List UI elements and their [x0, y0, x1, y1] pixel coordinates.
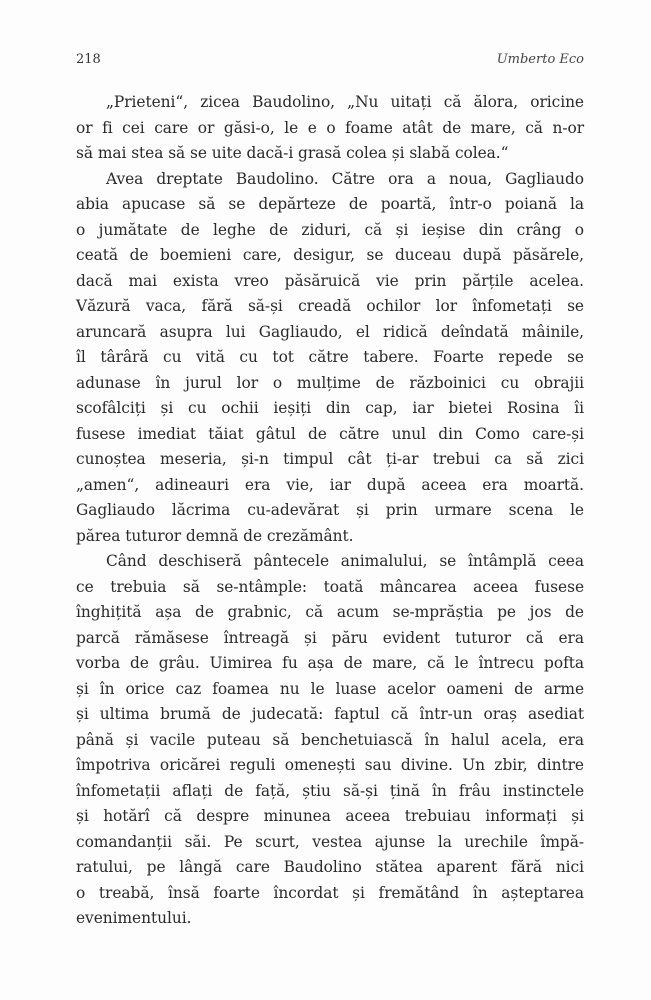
text-line: fusese imediat tăiat gâtul de către unul din Como care-și: [76, 424, 584, 443]
text-line: comandanții săi. Pe scurt, vestea ajunse la urechile împă-: [76, 832, 584, 851]
text-line: îl târâră cu vită cu tot către tabere. Foarte repede se: [76, 348, 584, 366]
text-line: Când deschiseră pântecele animalului, se întâmplă ceea: [106, 552, 584, 570]
text-line: și hotărî că despre minunea aceea trebuiau informați și: [76, 807, 584, 825]
text-line: cunoștea meseria, și-n timpul cât ți-ar trebui ca să zici: [76, 450, 584, 468]
text-line: să mai stea să se uite dacă-i grasă colea și slabă colea.“: [76, 144, 509, 162]
text-line: ratului, pe lângă care Baudolino stătea aparent fără nici: [76, 858, 584, 876]
body-text: [76, 90, 584, 932]
text-line: și în orice caz foamea nu le luase acelor oameni de arme: [76, 679, 584, 698]
text-line: parcă rămăsese întreagă și păru evident tuturor că era: [76, 628, 584, 647]
text-line: Gagliaudo lăcrima cu-adevărat și prin urmare scena le: [76, 501, 584, 519]
text-line: părea tuturor demnă de crezământ.: [76, 526, 354, 545]
text-line: evenimentului.: [76, 909, 192, 927]
text-line: împotriva oricărei reguli omenești sau divine. Un zbir, dintre: [76, 756, 584, 774]
text-line: „amen“, adineauri era vie, iar după aceea era moartă.: [76, 475, 584, 494]
text-line: adunase în jurul lor o mulțime de războinici cu obrajii: [76, 373, 584, 392]
running-head: [76, 52, 584, 70]
text-line: o jumătate de leghe de ziduri, că și ieșise din crâng o: [76, 220, 584, 239]
text-line: „Prieteni“, zicea Baudolino, „Nu uitați că ălora, oricine: [106, 93, 584, 111]
text-line: înghițită așa de grabnic, că acum se-mprăștia pe jos de: [76, 603, 584, 621]
text-line: Avea dreptate Baudolino. Către ora a noua, Gagliaudo: [106, 169, 584, 188]
text-line: aruncară asupra lui Gagliaudo, el ridică deîndată mâinile,: [76, 322, 584, 341]
text-line: dacă mai exista vreo păsăruică vie prin părțile acelea.: [76, 271, 584, 290]
text-line: ceată de boemieni care, desigur, se duceau după păsărele,: [76, 246, 584, 264]
running-head-author: Umberto Eco: [496, 52, 584, 67]
text-line: scofâlciți și cu ochii ieșiți din cap, iar bietei Rosina îi: [76, 399, 584, 417]
text-line: abia apucase să se depărteze de poartă, într-o poiană la: [76, 195, 584, 213]
text-line: înfometații aflați de față, știu să-și țină în frâu instinctele: [76, 781, 584, 800]
text-line: Văzură vaca, fără să-și creadă ochilor lor înfometați se: [76, 297, 584, 315]
text-line: până și vacile puteau să benchetuiască în halul acela, era: [76, 730, 584, 749]
text-line: ce trebuia să se-ntâmple: toată mâncarea aceea fusese: [76, 577, 584, 596]
text-line: o treabă, însă foarte încordat și fremătând în așteptarea: [76, 883, 584, 902]
text-line: și ultima brumă de judecată: faptul că într-un oraș asediat: [76, 705, 584, 723]
text-line: or fi cei care or găsi-o, le e o foame atât de mare, că n-or: [76, 118, 584, 137]
text-line: vorba de grâu. Uimirea fu așa de mare, că le întrecu pofta: [76, 654, 584, 672]
page-number: 218: [76, 52, 101, 67]
